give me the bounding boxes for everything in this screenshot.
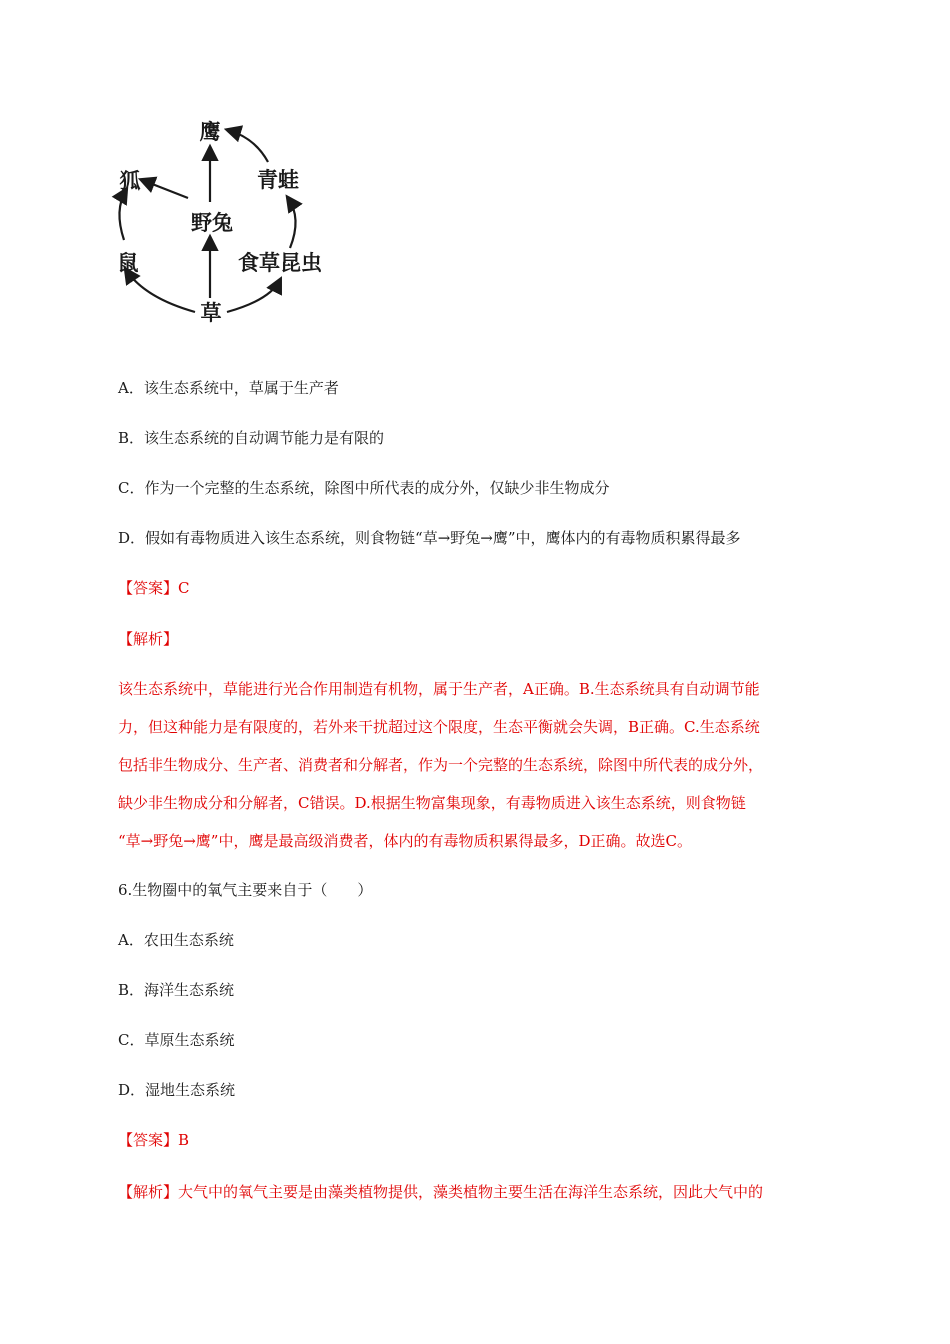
q6-analysis-label: 【解析】 [118, 1183, 179, 1201]
q5-analysis-line-3: 包括非生物成分、生产者、消费者和分解者，作为一个完整的生态系统，除图中所代表的成分外， [118, 756, 764, 774]
arrow-mouse-fox [119, 190, 126, 240]
q5-analysis-line-1: 该生态系统中，草能进行光合作用制造有机物，属于生产者，A正确。B.生态系统具有自动调节能 [118, 680, 760, 698]
node-eagle: 鹰 [199, 120, 221, 144]
q5-analysis-line-4: 缺少非生物成分和分解者，C错误。D.根据生物富集现象，有毒物质进入该生态系统，则食物链 [118, 794, 746, 812]
q6-option-b: B．海洋生态系统 [118, 981, 235, 999]
q6-answer-value: B [178, 1131, 190, 1149]
q6-answer-label: 【答案】 [118, 1131, 179, 1149]
node-grass: 草 [200, 301, 222, 325]
arrow-insect-frog [288, 198, 296, 248]
node-fox: 狐 [119, 169, 141, 193]
q6-option-d: D．湿地生态系统 [118, 1081, 236, 1099]
node-mouse: 鼠 [117, 251, 139, 275]
q5-answer [118, 578, 190, 598]
node-rabbit: 野兔 [191, 211, 233, 235]
node-frog: 青蛙 [257, 168, 299, 192]
arrow-frog-eagle [228, 130, 268, 162]
q5-option-d: D．假如有毒物质进入该生态系统，则食物链“草→野兔→鹰”中，鹰体内的有毒物质积累得最多 [118, 529, 741, 547]
q5-option-a: A．该生态系统中，草属于生产者 [118, 379, 339, 397]
q5-answer-value: C [178, 579, 190, 597]
arrow-grass-insect [227, 280, 280, 312]
q5-option-c: C．作为一个完整的生态系统，除图中所代表的成分外，仅缺少非生物成分 [118, 479, 610, 497]
q5-analysis-label: 【解析】 [118, 630, 179, 648]
q6-option-a: A．农田生态系统 [118, 931, 234, 949]
q5-analysis-text [118, 670, 834, 860]
arrow-rabbit-fox [142, 180, 188, 198]
food-web-diagram [100, 110, 340, 335]
q5-analysis-line-5: “草→野兔→鹰”中，鹰是最高级消费者，体内的有毒物质积累得最多，D正确。故选C。 [118, 832, 692, 850]
arrow-grass-mouse [126, 270, 195, 312]
q5-option-b: B．该生态系统的自动调节能力是有限的 [118, 429, 385, 447]
q6-analysis [118, 1182, 763, 1202]
q6-stem: 6.生物圈中的氧气主要来自于（ ） [118, 881, 373, 899]
q5-answer-label: 【答案】 [118, 579, 179, 597]
q6-option-c: C．草原生态系统 [118, 1031, 235, 1049]
q5-analysis-line-2: 力，但这种能力是有限度的，若外来干扰超过这个限度，生态平衡就会失调，B正确。C.生态系统 [118, 718, 760, 736]
node-insect: 食草昆虫 [238, 251, 322, 275]
q6-analysis-text: 大气中的氧气主要是由藻类植物提供，藻类植物主要生活在海洋生态系统，因此大气中的 [178, 1183, 764, 1201]
q6-answer [118, 1130, 189, 1150]
